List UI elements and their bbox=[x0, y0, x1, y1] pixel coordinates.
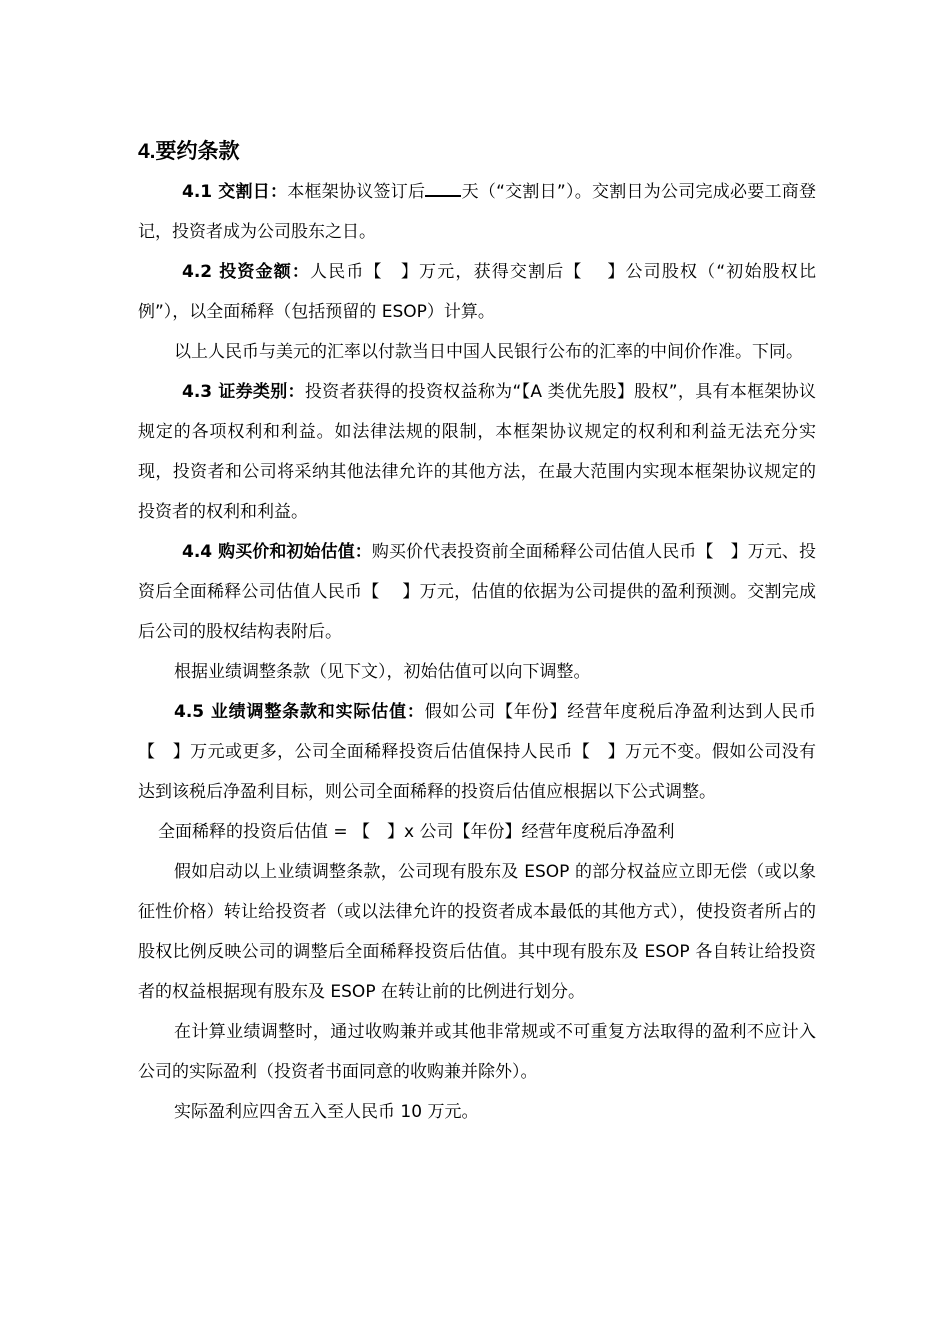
document-page bbox=[138, 132, 816, 1132]
clause-4-5-text: 假如公司【年份】经营年度税后净盈利达到人民币【 】万元或更多，公司全面稀释投资后估值保持人民币【 】万元不变。假如公司没有达到该税后净盈利目标，则公司全面稀释的投资后估值应根据以下公式调整。 bbox=[138, 702, 816, 802]
blank-underline bbox=[425, 181, 461, 197]
clause-4-2-label: 4.2 投资金额： bbox=[182, 262, 311, 282]
clause-4-5-label: 4.5 业绩调整条款和实际估值： bbox=[174, 702, 425, 722]
clause-4-2 bbox=[138, 252, 816, 332]
adjustment-note-paragraph: 根据业绩调整条款（见下文），初始估值可以向下调整。 bbox=[174, 662, 591, 682]
clause-4-1-label: 4.1 交割日： bbox=[182, 182, 288, 202]
rounding-paragraph: 实际盈利应四舍五入至人民币 10 万元。 bbox=[174, 1102, 479, 1122]
clause-4-1-text-a: 本框架协议签订后 bbox=[287, 182, 426, 202]
esop-transfer-paragraph: 假如启动以上业绩调整条款，公司现有股东及 ESOP 的部分权益应立即无偿（或以象征性价格）转让给投资者（或以法律允许的投资者成本最低的其他方式），使投资者所占的股权比例反映公司的调整后全面稀释投资后估值。其中现有股东及 ESOP 各自转让给投资者的权益根据现有股东及 ESOP 在转让前的比例进行划分。 bbox=[138, 862, 816, 1002]
exchange-rate-paragraph: 以上人民币与美元的汇率以付款当日中国人民银行公布的汇率的中间价作准。下同。 bbox=[174, 342, 803, 362]
clause-4-3 bbox=[138, 372, 816, 532]
clause-4-1-text-b: 天（“交割日”）。交割日为公司完成必要工商登记，投资者成为公司股东之日。 bbox=[138, 182, 816, 242]
clause-4-3-label: 4.3 证券类别： bbox=[182, 382, 305, 402]
clause-4-1 bbox=[138, 172, 816, 252]
clause-4-2-text: 人民币【 】万元，获得交割后【 】公司股权（“初始股权比例”），以全面稀释（包括预留的 ESOP）计算。 bbox=[138, 262, 816, 322]
clause-4-4-text: 购买价代表投资前全面稀释公司估值人民币【 】万元、投资后全面稀释公司估值人民币【 】万元，估值的依据为公司提供的盈利预测。交割完成后公司的股权结构表附后。 bbox=[138, 542, 816, 642]
section-heading: 4.要约条款 bbox=[138, 140, 240, 163]
merger-exclusion-paragraph: 在计算业绩调整时，通过收购兼并或其他非常规或不可重复方法取得的盈利不应计入公司的实际盈利（投资者书面同意的收购兼并除外）。 bbox=[138, 1022, 816, 1082]
valuation-formula: 全面稀释的投资后估值 = 【 】x 公司【年份】经营年度税后净盈利 bbox=[158, 822, 675, 842]
clause-4-5 bbox=[138, 692, 816, 812]
clause-4-4-label: 4.4 购买价和初始估值： bbox=[182, 542, 372, 562]
clause-4-4 bbox=[138, 532, 816, 652]
clause-4-3-text: 投资者获得的投资权益称为“【A 类优先股】股权”，具有本框架协议规定的各项权利和利益。如法律法规的限制，本框架协议规定的权利和利益无法充分实现，投资者和公司将采纳其他法律允许的其他方法，在最大范围内实现本框架协议规定的投资者的权利和利益。 bbox=[138, 382, 816, 522]
